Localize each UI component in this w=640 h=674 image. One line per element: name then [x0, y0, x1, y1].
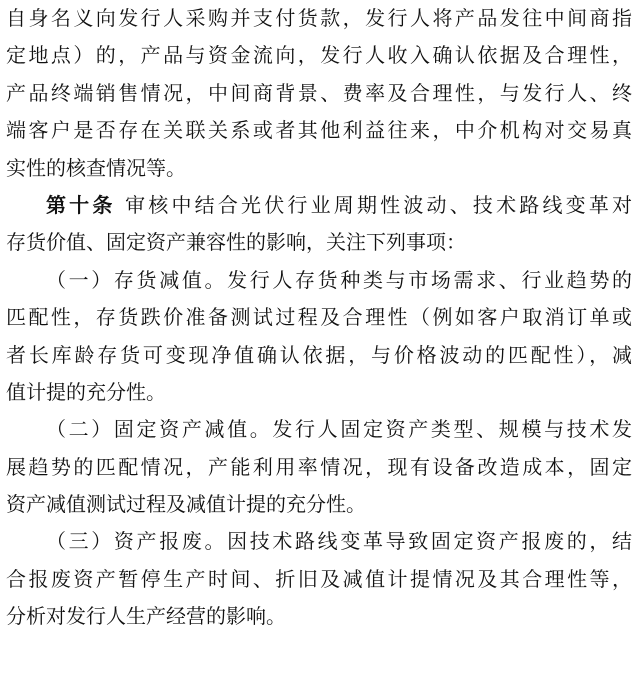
document-body	[6, 0, 632, 636]
text-line	[6, 187, 632, 224]
text-line: （二）固定资产减值。发行人固定资产类型、规模与技术发	[46, 417, 632, 442]
paragraph-item-1	[6, 262, 632, 412]
text-line: 合报废资产暂停生产时间、折旧及减值计提情况及其合理性等，	[6, 566, 632, 591]
article-heading: 第十条	[46, 192, 116, 217]
text-line: 实性的核查情况等。	[6, 155, 186, 180]
text-line: 匹配性，存货跌价准备测试过程及合理性（例如客户取消订单或	[6, 305, 632, 330]
text-line: 自身名义向发行人采购并支付货款，发行人将产品发往中间商指	[6, 6, 632, 30]
text-line: （一）存货减值。发行人存货种类与市场需求、行业趋势的	[46, 267, 632, 292]
text-line: （三）资产报废。因技术路线变革导致固定资产报废的，结	[46, 529, 632, 554]
paragraph-item-2	[6, 411, 632, 523]
text-line: 产品终端销售情况，中间商背景、费率及合理性，与发行人、终	[6, 80, 632, 105]
text-line: 端客户是否存在关联关系或者其他利益往来，中介机构对交易真	[6, 118, 632, 143]
text-line: 定地点）的，产品与资金流向，发行人收入确认依据及合理性，	[6, 43, 632, 68]
text-line: 展趋势的匹配情况，产能利用率情况，现有设备改造成本，固定	[6, 454, 632, 479]
text-line: 资产减值测试过程及减值计提的充分性。	[6, 492, 366, 517]
paragraph-article-10	[6, 187, 632, 262]
paragraph-continuation	[6, 0, 632, 187]
text-line: 者长库龄存货可变现净值确认依据，与价格波动的匹配性），减	[6, 342, 632, 367]
text-line: 分析对发行人生产经营的影响。	[6, 604, 286, 629]
paragraph-item-3	[6, 523, 632, 635]
text-line: 存货价值、固定资产兼容性的影响，关注下列事项：	[6, 230, 466, 255]
article-text: 审核中结合光伏行业周期性波动、技术路线变革对	[125, 192, 633, 217]
text-line: 值计提的充分性。	[6, 379, 166, 404]
